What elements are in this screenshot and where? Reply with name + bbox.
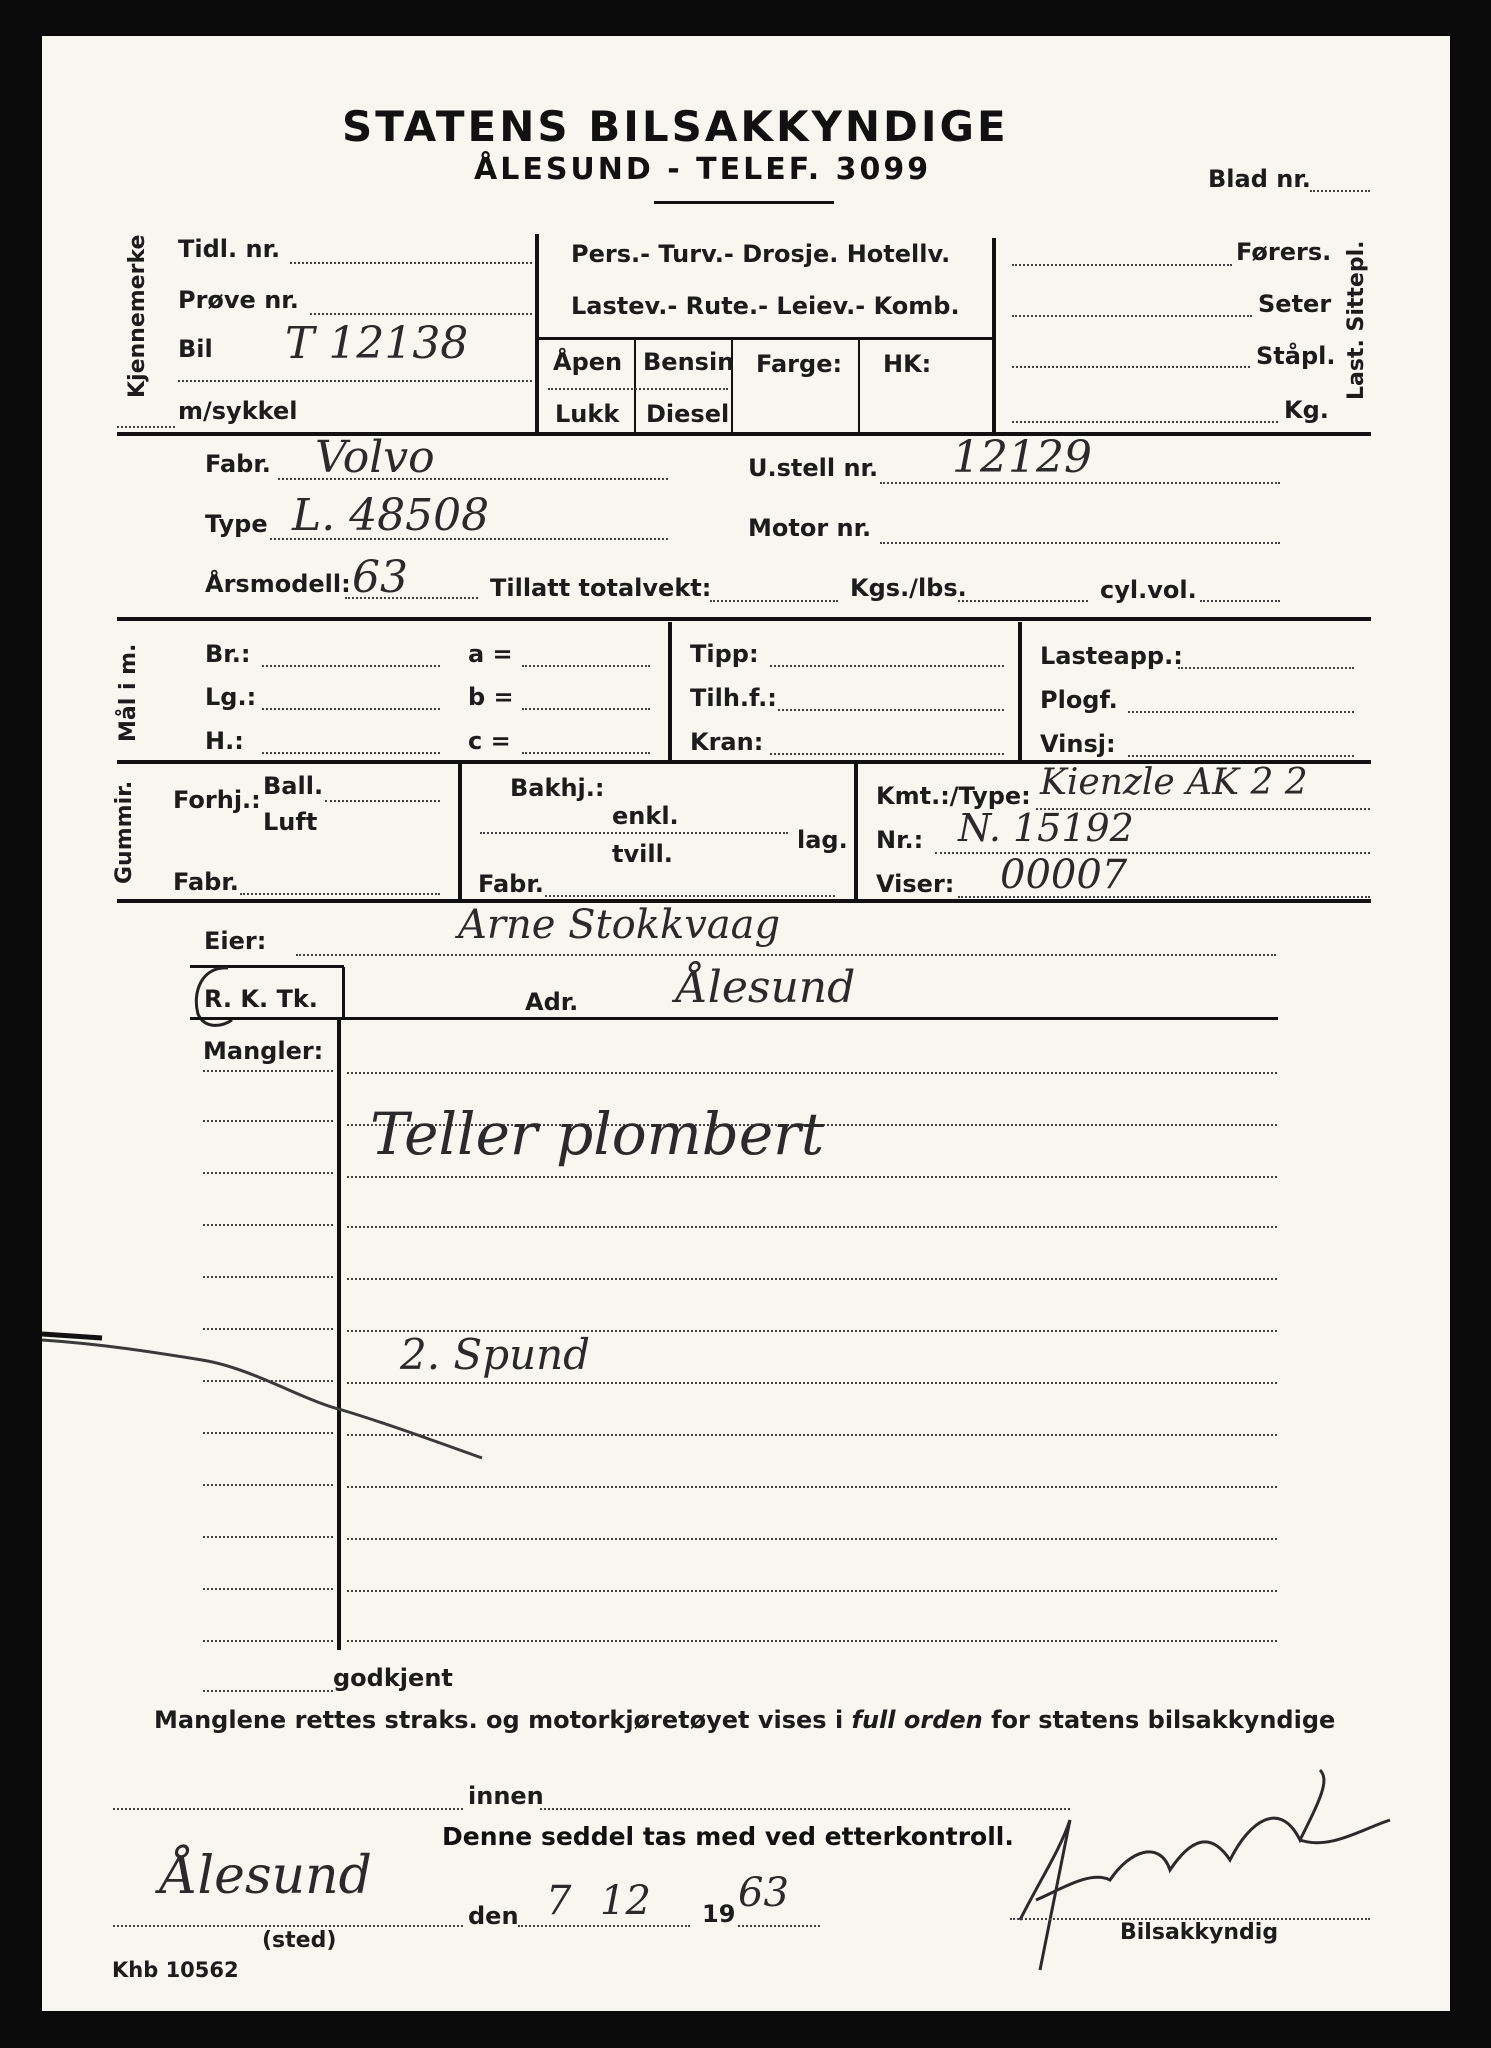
cat-div-1 <box>634 340 636 434</box>
right-line-5 <box>347 1278 1277 1280</box>
kmt-value: Kienzle AK 2 2 <box>1040 762 1308 803</box>
date-month: 12 <box>600 1878 651 1924</box>
right-line-12 <box>347 1640 1277 1642</box>
fuel-sep-line <box>548 388 728 390</box>
eier-value: Arne Stokkvaag <box>458 902 781 948</box>
c-label: c = <box>468 727 511 755</box>
tires-fabr2-line <box>545 895 835 897</box>
title-underline <box>654 201 834 204</box>
tipp-line <box>770 665 1004 667</box>
type-line <box>270 538 668 540</box>
kgs-line <box>958 600 1088 602</box>
notice-text <box>154 1706 1335 1734</box>
fabr-line <box>278 478 668 480</box>
viser-line <box>958 896 1370 898</box>
type-value: L. 48508 <box>292 490 490 541</box>
eier-line <box>296 954 1276 956</box>
viser-value: 00007 <box>1000 852 1128 898</box>
year-suffix: 63 <box>738 1870 789 1916</box>
arsmodell-label: Årsmodell: <box>205 570 351 598</box>
seter-label: Seter <box>1258 290 1332 318</box>
right-line-1 <box>347 1072 1277 1074</box>
bil-value: T 12138 <box>285 318 469 369</box>
kgs-label: Kgs./lbs. <box>850 574 967 602</box>
place-line <box>113 1925 463 1927</box>
defect-2-value: 2. Spund <box>400 1330 591 1379</box>
bakhj-label: Bakhj.: <box>510 774 605 802</box>
kg-label: Kg. <box>1284 396 1329 424</box>
forers-label: Førers. <box>1236 238 1332 266</box>
enkl-line <box>480 832 788 834</box>
tires-side-label: Gummir. <box>112 780 137 884</box>
cylvol-line <box>1200 600 1280 602</box>
lg-line <box>262 708 440 710</box>
msykkel-label: m/sykkel <box>178 397 298 425</box>
divider-v-top-2 <box>992 238 996 434</box>
left-line-12 <box>203 1640 333 1642</box>
year-prefix: 19 <box>702 1900 736 1928</box>
vinsj-label: Vinsj: <box>1040 730 1116 758</box>
category-row-2: Lastev.- Rute.- Leiev.- Komb. <box>571 292 960 320</box>
lg-label: Lg.: <box>205 683 257 711</box>
viser-label: Viser: <box>876 870 955 898</box>
lag-label: lag. <box>797 826 848 854</box>
cylvol-label: cyl.vol. <box>1100 576 1197 604</box>
seats-side-label: Last. Sittepl. <box>1344 240 1369 400</box>
left-line-5 <box>203 1276 333 1278</box>
tilhf-line <box>778 709 1004 711</box>
cat-div-3 <box>858 340 860 434</box>
tvill-label: tvill. <box>612 840 673 868</box>
godkjent-label: godkjent <box>333 1664 453 1692</box>
ustell-value: 12129 <box>952 432 1092 483</box>
form-title: STATENS BILSAKKYNDIGE <box>342 102 1009 151</box>
kmt-label: Kmt.:/Type: <box>876 782 1031 810</box>
b-label: b = <box>468 683 514 711</box>
farge-label: Farge: <box>756 350 843 378</box>
r-circle <box>188 962 248 1032</box>
tires-fabr1-label: Fabr. <box>173 868 239 896</box>
ustell-label: U.stell nr. <box>748 454 879 482</box>
motor-label: Motor nr. <box>748 514 872 542</box>
stapl-label: Ståpl. <box>1256 342 1336 370</box>
right-line-11 <box>347 1590 1277 1592</box>
category-divider <box>537 337 993 340</box>
h-label: H.: <box>205 727 244 755</box>
tires-fabr1-line <box>240 893 440 895</box>
left-line-13 <box>203 1690 333 1692</box>
lasteapp-label: Lasteapp.: <box>1040 642 1183 670</box>
defect-1-value: Teller plombert <box>370 1100 825 1168</box>
nr-label: Nr.: <box>876 826 924 854</box>
br-line <box>262 665 440 667</box>
right-line-3 <box>347 1176 1277 1178</box>
lukk-label: Lukk <box>555 400 620 428</box>
a-line <box>522 665 650 667</box>
seter-line <box>1012 315 1252 317</box>
arsmodell-value: 63 <box>352 552 408 603</box>
carry-notice: Denne seddel tas med ved etterkontroll. <box>442 1822 1014 1851</box>
notice-italic: full orden <box>851 1706 983 1734</box>
kg-line <box>1012 421 1278 423</box>
section-line-2 <box>117 617 1371 621</box>
fabr-label: Fabr. <box>205 450 271 478</box>
sted-label: (sted) <box>262 1928 337 1953</box>
adr-underline <box>190 1017 1278 1020</box>
right-line-4 <box>347 1226 1277 1228</box>
ustell-line <box>880 482 1280 484</box>
place-value: Ålesund <box>160 1846 372 1906</box>
innen-label: innen <box>468 1782 544 1810</box>
right-line-10 <box>347 1538 1277 1540</box>
tidl-nr-label: Tidl. nr. <box>178 235 281 263</box>
section-line-1 <box>117 432 1371 436</box>
notice-post: for statens bilsakkyndige <box>982 1706 1336 1734</box>
plogf-label: Plogf. <box>1040 686 1118 714</box>
tires-divider-2 <box>854 763 858 899</box>
type-label: Type <box>205 510 268 538</box>
stapl-line <box>1012 366 1250 368</box>
dims-side-label: Mål i m. <box>116 643 141 742</box>
tilhf-label: Tilh.f.: <box>690 684 777 712</box>
blad-nr-line <box>1310 190 1370 192</box>
plogf-line <box>1128 711 1354 713</box>
dims-divider-1 <box>668 622 672 762</box>
eier-label: Eier: <box>204 927 267 955</box>
right-line-9 <box>347 1486 1277 1488</box>
paper-tear <box>42 1330 502 1470</box>
inspector-signature <box>1000 1760 1400 1980</box>
left-line-2 <box>203 1120 333 1122</box>
prove-nr-line <box>310 313 532 315</box>
kran-label: Kran: <box>690 728 764 756</box>
apen-label: Åpen <box>553 348 623 376</box>
innen-line-left <box>113 1808 463 1810</box>
tires-fabr2-label: Fabr. <box>478 870 544 898</box>
dims-divider-2 <box>1018 622 1022 762</box>
form-subtitle: ÅLESUND - TELEF. 3099 <box>474 152 932 187</box>
b-line <box>522 708 650 710</box>
category-row-1: Pers.- Turv.- Drosje. Hotellv. <box>571 240 951 268</box>
tidl-nr-line <box>290 262 532 264</box>
bilsakkyndig-label: Bilsakkyndig <box>1120 1920 1279 1945</box>
tillatt-label: Tillatt totalvekt: <box>490 574 712 602</box>
kjennemerke-side-label: Kjennemerke <box>125 234 150 398</box>
form-code: Khb 10562 <box>112 1958 239 1982</box>
tipp-label: Tipp: <box>690 640 759 668</box>
left-line-10 <box>203 1536 333 1538</box>
tires-divider-1 <box>458 763 462 899</box>
enkl-label: enkl. <box>612 802 679 830</box>
left-line-9 <box>203 1484 333 1486</box>
luft-label: Luft <box>263 808 318 836</box>
bil-line <box>178 380 532 382</box>
rktk-right-line <box>342 967 345 1019</box>
adr-value: Ålesund <box>676 962 856 1013</box>
lasteapp-line <box>1178 667 1354 669</box>
forhj-label: Forhj.: <box>173 786 261 814</box>
hk-label: HK: <box>883 350 932 378</box>
msykkel-line-left <box>117 426 175 428</box>
h-line <box>262 752 440 754</box>
nr-value: N. 15192 <box>958 806 1134 850</box>
tillatt-line <box>710 600 838 602</box>
date-day: 7 <box>546 1878 572 1924</box>
forers-line <box>1012 264 1232 266</box>
den-label: den <box>468 1902 519 1930</box>
left-line-3 <box>203 1172 333 1174</box>
c-line <box>522 752 650 754</box>
ball-line <box>325 800 440 802</box>
diesel-label: Diesel <box>646 400 730 428</box>
motor-line <box>880 542 1280 544</box>
bil-label: Bil <box>178 335 213 363</box>
fabr-value: Volvo <box>315 432 435 483</box>
blad-nr-label: Blad nr. <box>1208 165 1311 193</box>
left-line-1 <box>203 1070 333 1072</box>
innen-line-right <box>540 1808 1070 1810</box>
rktk-label: R. K. Tk. <box>204 985 318 1013</box>
vinsj-line <box>1128 755 1354 757</box>
bensin-label: Bensin <box>643 348 735 376</box>
date-line <box>518 1925 690 1927</box>
kran-line <box>770 753 1004 755</box>
br-label: Br.: <box>205 640 251 668</box>
year-line <box>738 1925 820 1927</box>
arsmodell-line <box>345 597 478 599</box>
prove-nr-label: Prøve nr. <box>178 286 299 314</box>
left-line-4 <box>203 1224 333 1226</box>
adr-label: Adr. <box>525 988 579 1016</box>
ball-label: Ball. <box>263 772 324 800</box>
a-label: a = <box>468 640 513 668</box>
notice-pre: Manglene rettes straks. og motorkjøretøyet vises i <box>154 1706 852 1734</box>
left-line-11 <box>203 1588 333 1590</box>
mangler-label: Mangler: <box>203 1037 324 1065</box>
divider-v-top-1 <box>535 234 539 434</box>
